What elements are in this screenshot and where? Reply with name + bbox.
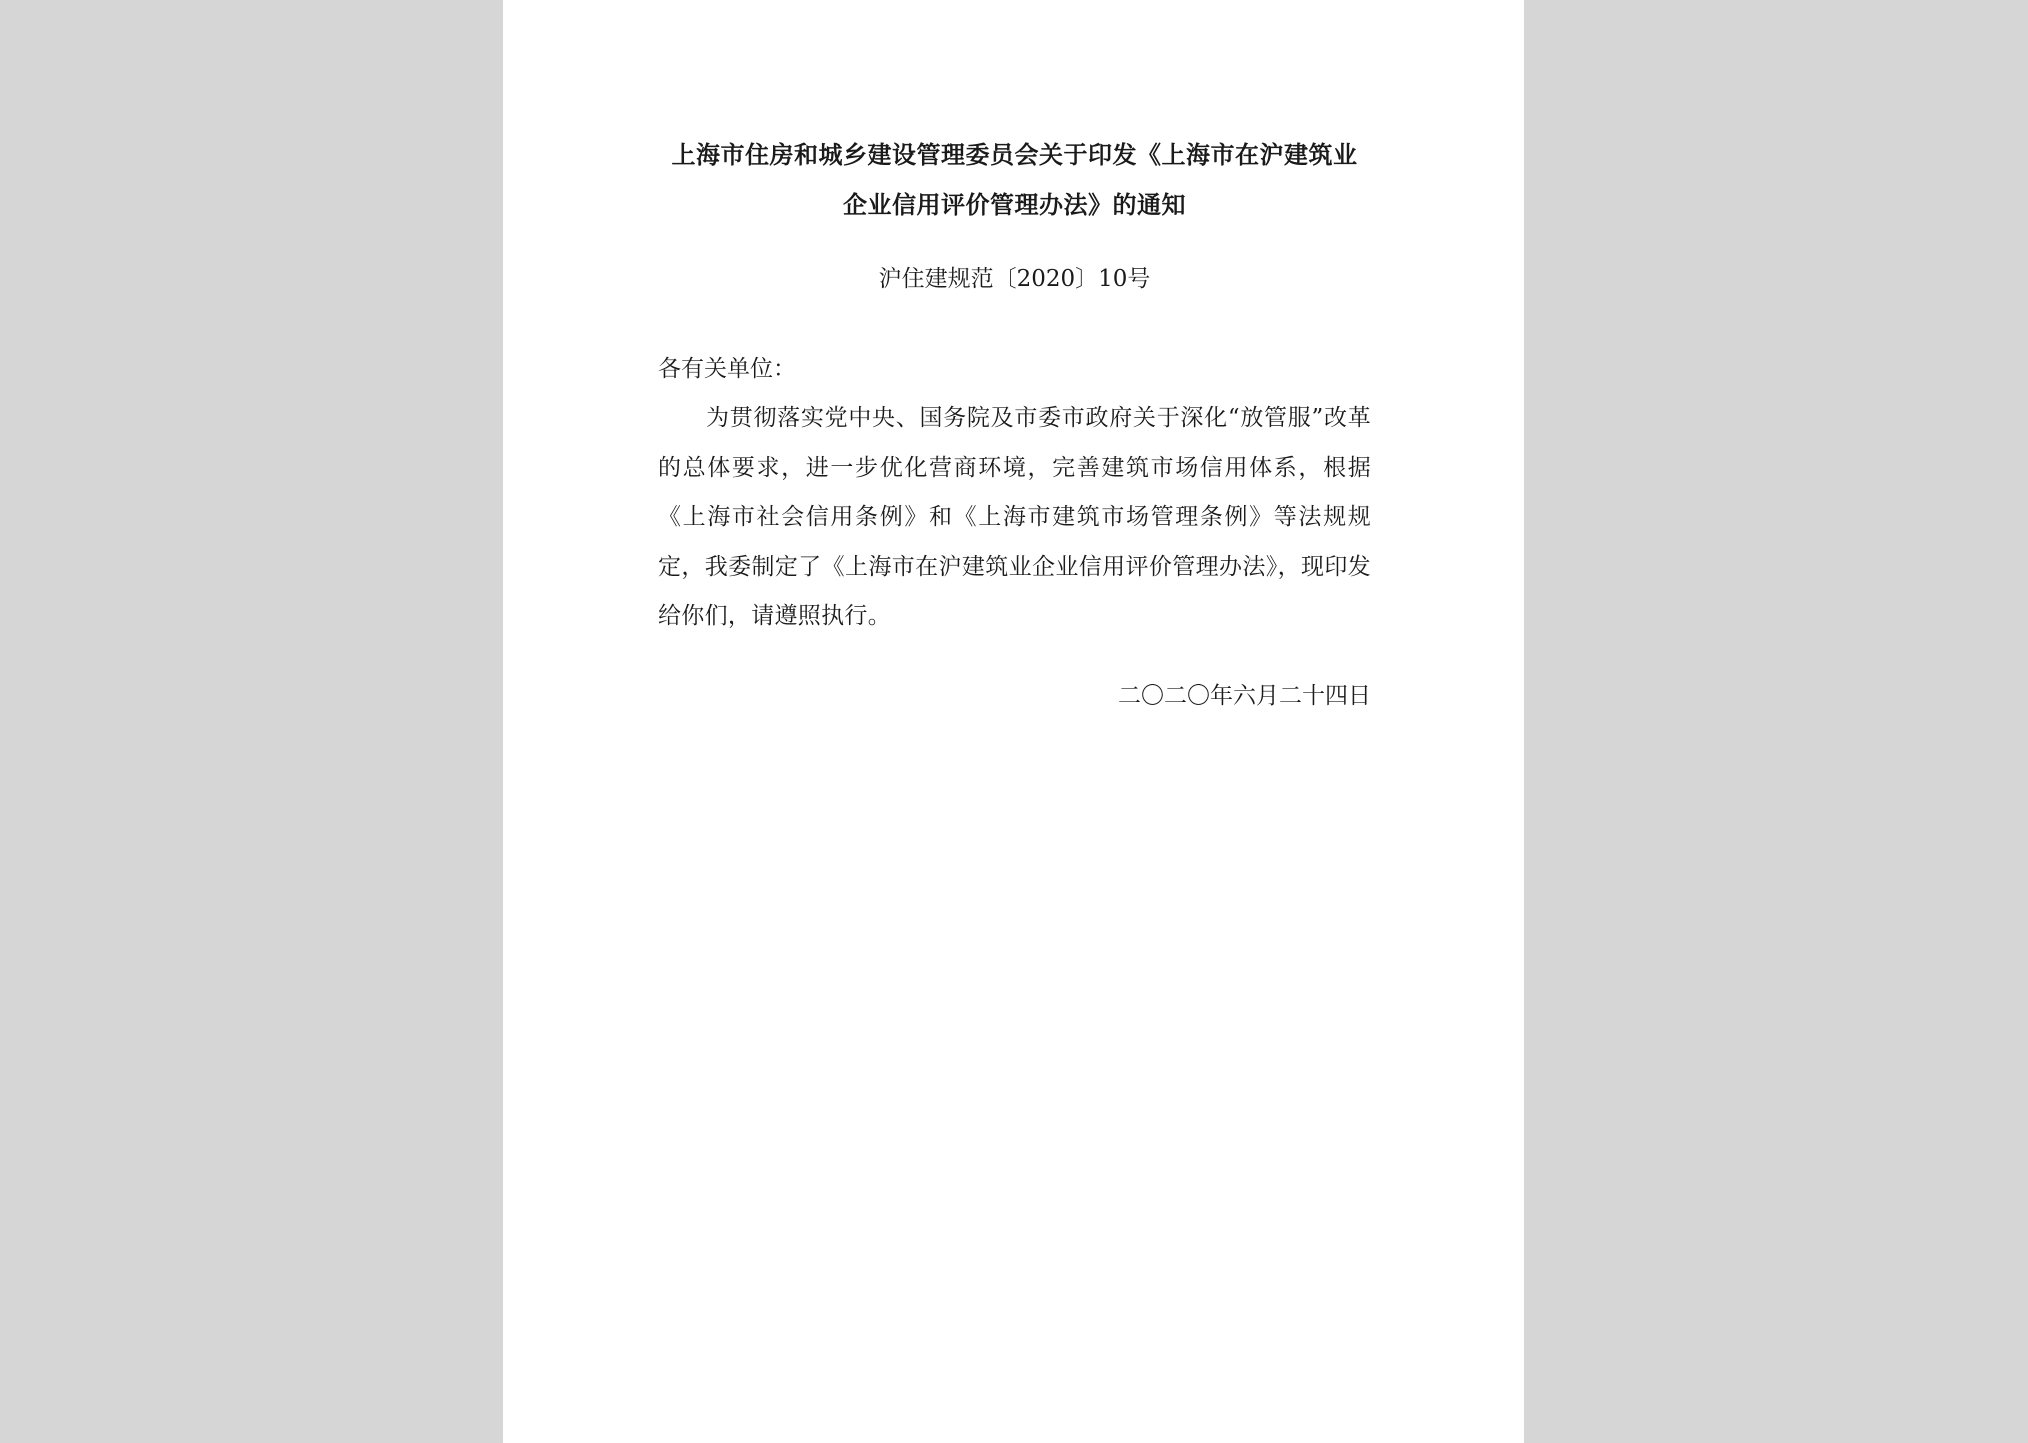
document-page — [503, 0, 1524, 1443]
title-line-1: 上海市住房和城乡建设管理委员会关于印发《上海市在沪建筑业 — [671, 141, 1358, 169]
body-paragraph: 为贯彻落实党中央、国务院及市委市政府关于深化“放管服”改革的总体要求，进一步优化营商环境，完善建筑市场信用体系，根据《上海市社会信用条例》和《上海市建筑市场管理条例》等法规规定，我委制定了《上海市在沪建筑业企业信用评价管理办法》，现印发给你们，请遵照执行。 — [658, 405, 1371, 629]
document-title — [658, 130, 1371, 230]
page-content — [658, 130, 1371, 716]
document-number: 沪住建规范〔2020〕10号 — [878, 266, 1151, 292]
document-date: 二〇二〇年六月二十四日 — [1118, 682, 1371, 709]
title-line-2: 企业信用评价管理办法》的通知 — [843, 191, 1186, 219]
salutation: 各有关单位： — [658, 356, 796, 382]
